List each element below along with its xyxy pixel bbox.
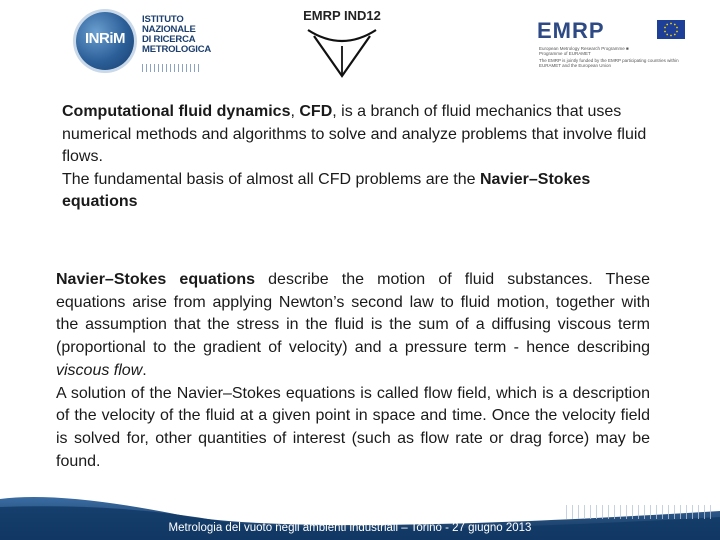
cfd-ns-term: Navier–Stokes equations [62,170,591,210]
footer-banner [0,493,720,540]
eu-flag-icon [657,20,685,39]
cfd-abbr: CFD [299,103,333,120]
emrp-ind12-logo [292,8,392,76]
navier-stokes-block [56,269,650,473]
emrp-tagline: European Metrology Research Programme ■ Programme of EURAMET [539,46,629,56]
ns-viscous-flow: viscous flow [56,361,143,379]
ind12-label: EMRP IND12 [303,8,381,23]
cfd-basis-paragraph [62,169,662,214]
inrim-line-1: ISTITUTO [142,14,184,25]
inrim-name [142,14,212,55]
ns-description-end: . [142,361,147,379]
cfd-text: , is a branch of fluid mechanics that uses numerical methods and algorithms to solve and analyze problems that involve fluid flows. [62,103,647,165]
ns-solution-paragraph: A solution of the Navier–Stokes equations is called flow field, which is a description of the velocity of the fluid at a given point in space and time. Once the velocity field is solved for, other quantities of interest (such as flow rate or drag force) may be found. [56,384,650,470]
emrp-wordmark: EMRP [537,18,605,43]
footer-ruler-decoration [566,505,714,519]
ns-description-text: describe the motion of fluid substances. These equations arise from applying Newton’s second law to fluid motion, together with the assumption that the stress in the fluid is the sum of a diffusing viscous term (proportional to the gradient of velocity) and a pressure term - hence describing [56,271,650,357]
emrp-funding-note: The EMRP is jointly funded by the EMRP participating countries within EURAMET and the European Union [539,58,679,68]
ind12-mark-icon [304,26,380,78]
cfd-definition-block [62,101,662,214]
inrim-line-4: METROLOGICA [142,44,212,55]
inrim-ruler-decoration [142,64,202,72]
cfd-term: Computational fluid dynamics [62,103,291,120]
cfd-sep: , [290,103,300,120]
inrim-line-3: DI RICERCA [142,34,196,45]
footer-caption: Metrologia del vuoto negli ambienti industriali – Torino - 27 giugno 2013 [168,522,532,534]
cfd-basis-text: The fundamental basis of almost all CFD problems are the [62,170,480,188]
ns-term: Navier–Stokes equations [56,271,255,288]
emrp-logo [535,18,695,70]
inrim-emblem-text: INRiM [85,30,125,47]
ns-description-paragraph [56,269,650,383]
inrim-logo [76,6,212,78]
inrim-line-2: NAZIONALE [142,24,196,35]
cfd-paragraph [62,101,662,169]
